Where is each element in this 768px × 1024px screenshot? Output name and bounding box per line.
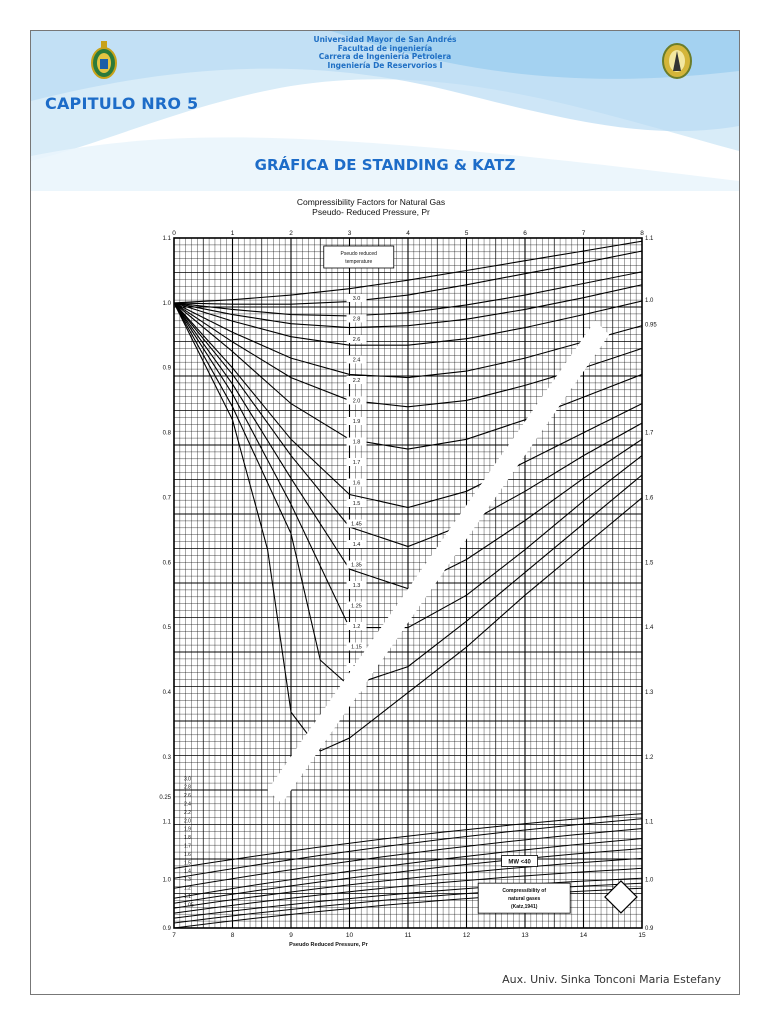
left-y-tick-label: 1.0 [162,877,171,884]
temperature-label: 2.4 [352,357,361,364]
temperature-label: 1.15 [351,644,362,651]
lower-temperature-label: 2.4 [184,801,191,808]
right-y-tick-label: 1.0 [645,877,654,884]
top-x-tick-label: 6 [523,230,527,237]
right-y-tick-label: 1.1 [645,236,654,242]
temperature-label: 1.8 [352,439,361,446]
author-footer: Aux. Univ. Sinka Tonconi Maria Estefany [502,973,721,986]
bottom-x-tick-label: 12 [462,932,471,939]
top-x-tick-label: 8 [640,230,644,237]
right-y-tick-label: 1.6 [645,495,654,502]
left-y-tick-label: 0.3 [162,754,171,761]
temperature-label: 3.0 [352,296,361,302]
bottom-x-tick-label: 9 [289,932,293,939]
top-x-tick-label: 1 [230,230,235,237]
left-y-tick-label: 0.6 [162,560,171,567]
bottom-axis-label: Pseudo Reduced Pressure, Pr [289,942,368,948]
lower-temperature-label: 1.5 [184,860,191,867]
chapter-label: CAPITULO NRO 5 [45,94,199,113]
bottom-x-tick-label: 8 [230,932,235,939]
credit-text-line-3: (Katz,1941) [510,904,538,911]
temperature-label: 1.9 [352,419,361,425]
temperature-label: 2.6 [352,337,361,343]
page-title: GRÁFICA DE STANDING & KATZ [254,156,516,174]
credit-text-line-2: natural gases [508,896,541,903]
bottom-x-tick-label: 13 [521,932,529,939]
top-x-tick-label: 4 [406,230,410,237]
slide-page [30,30,740,995]
top-x-tick-label: 5 [464,230,469,237]
top-x-tick-label: 7 [581,230,586,237]
lower-temperature-label: 1.7 [184,843,191,850]
header-line: Carrera de Ingeniería Petrolera [318,52,452,62]
header-line: Ingeniería De Reservorios I [327,60,443,70]
bottom-x-tick-label: 15 [638,932,646,939]
lower-temperature-label: 1.3 [184,877,191,884]
left-y-tick-label: 0.4 [162,690,171,697]
chart-title [30,197,740,217]
left-y-tick-label: 1.1 [162,819,171,826]
bottom-x-tick-label: 10 [345,932,354,939]
right-y-tick-label: 1.5 [645,560,654,567]
right-y-tick-label: 1.7 [645,430,654,437]
lower-temperature-label: 1.6 [184,851,191,858]
lower-temperature-label: 3.0 [184,776,191,783]
bottom-x-tick-label: 14 [579,932,588,939]
left-y-tick-label: 0.9 [162,365,171,372]
lower-temperature-label: 1.05 [184,902,194,909]
right-y-tick-label: 1.3 [645,690,654,697]
lower-temperature-label: 2.6 [184,793,191,800]
temperature-label: 1.45 [351,521,362,528]
credit-text-line-1: Compressibility of [502,888,547,895]
bottom-x-tick-label: 7 [172,932,176,939]
chart-title-line-2: Pseudo- Reduced Pressure, Pr [312,207,430,217]
temperature-label: 1.7 [352,460,361,466]
top-x-tick-label: 3 [347,230,352,237]
lower-temperature-label: 1.8 [184,835,191,842]
left-y-tick-label: 0.5 [162,625,171,632]
university-header [31,36,739,70]
temperature-label: 1.25 [351,603,362,610]
temperature-label: 2.0 [352,398,361,405]
top-x-tick-label: 0 [172,230,176,237]
top-x-tick-label: 2 [289,230,293,237]
temperature-label: 1.3 [352,583,361,589]
temperature-label: 1.4 [352,542,361,548]
temperature-label: 2.2 [352,378,361,384]
lower-temperature-label: 2.8 [184,784,191,791]
right-y-tick-label: 1.2 [645,754,654,761]
temperature-label: 1.35 [351,562,362,569]
mw-label: MW <40 [508,859,531,866]
right-y-tick-label: 1.1 [645,819,654,826]
left-y-tick-label: 0.7 [162,495,171,502]
right-y-tick-label: 1.4 [645,625,654,632]
header-line: Facultad de ingeniería [337,43,433,53]
right-y-tick-label: 1.0 [645,298,654,305]
temperature-label: 1.6 [352,480,361,487]
lower-temperature-label: 1.4 [184,868,191,875]
lower-temperature-label: 2.2 [184,809,191,816]
lower-temperature-label: 2.0 [184,818,191,825]
legend-title-line-1: Pseudo reduced [340,251,377,257]
left-y-tick-label: 1.1 [162,236,171,242]
left-y-extra-tick-label: 0.25 [159,794,171,801]
left-y-tick-label: 0.9 [162,926,171,932]
right-y-tick-label: 0.95 [645,322,657,329]
left-y-tick-label: 1.0 [162,300,171,307]
header-line: Universidad Mayor de San Andrés [313,35,457,44]
left-y-tick-label: 0.8 [162,430,171,437]
lower-temperature-label: 1.9 [184,826,191,833]
right-y-tick-label: 0.9 [645,926,654,932]
lower-temperature-label: 1.2 [184,885,191,892]
legend-title-line-2: temperature [345,259,373,265]
bottom-x-tick-label: 11 [404,932,412,939]
temperature-label: 2.8 [352,316,361,323]
temperature-label: 1.2 [352,624,361,630]
lower-temperature-label: 1.1 [184,893,191,900]
temperature-label: 1.5 [352,501,361,507]
standing-katz-chart [156,228,666,958]
chart-title-line-1: Compressibility Factors for Natural Gas [296,197,446,207]
